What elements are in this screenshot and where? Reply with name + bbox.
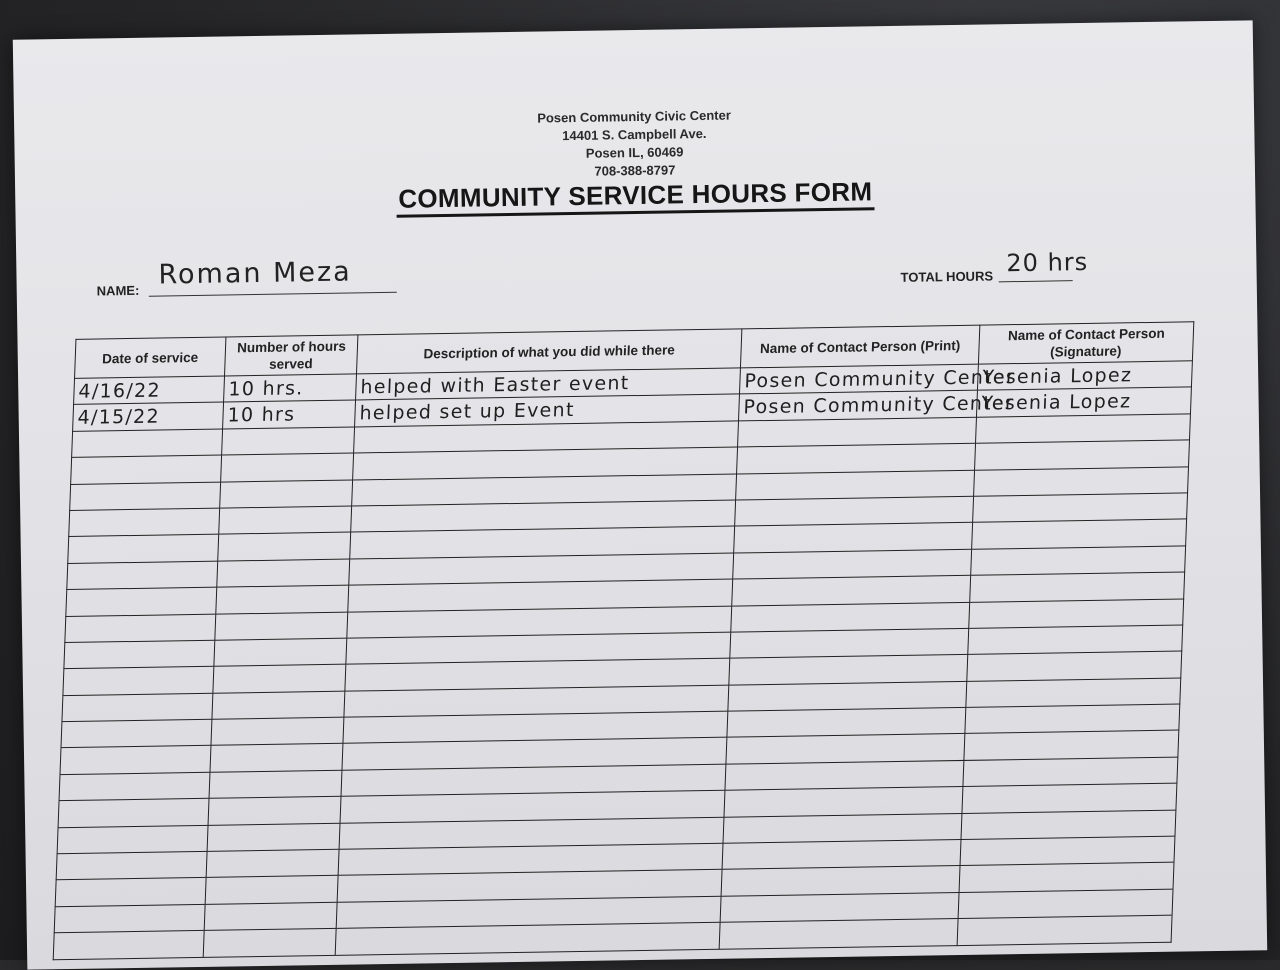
blank-cell xyxy=(975,440,1190,470)
blank-cell xyxy=(962,783,1177,813)
blank-cell xyxy=(731,602,970,632)
blank-cell xyxy=(211,717,344,745)
blank-cell xyxy=(958,889,1173,919)
service-log-table xyxy=(53,321,1195,960)
blank-cell xyxy=(71,455,222,484)
blank-cell xyxy=(216,585,349,613)
form-sheet xyxy=(13,20,1267,969)
blank-cell xyxy=(959,863,1174,893)
blank-cell xyxy=(205,876,338,904)
blank-cell xyxy=(54,904,205,933)
blank-cell xyxy=(735,496,974,526)
blank-cell xyxy=(58,799,209,828)
blank-cell xyxy=(967,651,1182,681)
org-city: Posen IL, 60469 xyxy=(585,144,684,161)
total-hours-underline xyxy=(999,280,1073,282)
column-header: Number of hours served xyxy=(225,335,358,376)
blank-cell xyxy=(222,427,355,455)
blank-cell xyxy=(209,770,342,798)
blank-cell xyxy=(214,638,347,666)
blank-cell xyxy=(55,878,206,907)
blank-cell xyxy=(963,757,1178,787)
blank-cell xyxy=(213,664,346,692)
blank-cell xyxy=(215,612,348,640)
blank-cell xyxy=(970,572,1185,602)
blank-cell xyxy=(56,851,207,880)
blank-cell xyxy=(208,796,341,824)
blank-cell xyxy=(973,493,1188,523)
blank-cell xyxy=(218,532,351,560)
blank-cell xyxy=(965,704,1180,734)
name-label: NAME: xyxy=(96,282,140,299)
blank-cell xyxy=(335,922,720,954)
hours-cell: 10 hrs xyxy=(223,400,356,428)
blank-cell xyxy=(976,414,1191,444)
blank-cell xyxy=(734,523,973,553)
blank-cell xyxy=(212,691,345,719)
blank-cell xyxy=(220,480,353,508)
blank-cell xyxy=(733,549,972,579)
column-header: Date of service xyxy=(75,337,226,378)
blank-cell xyxy=(68,534,219,563)
blank-cell xyxy=(726,734,965,764)
blank-cell xyxy=(69,508,220,537)
blank-cell xyxy=(64,640,215,669)
name-value: Roman Meza xyxy=(158,256,352,291)
blank-cell xyxy=(964,731,1179,761)
blank-cell xyxy=(974,466,1189,496)
hours-cell: 10 hrs. xyxy=(224,374,357,402)
blank-cell xyxy=(969,598,1184,628)
blank-cell xyxy=(736,470,975,500)
blank-cell xyxy=(62,693,213,722)
contact-print-cell: Posen Community Center xyxy=(739,391,978,421)
blank-cell xyxy=(966,678,1181,708)
date-cell: 4/16/22 xyxy=(74,376,225,405)
blank-cell xyxy=(65,614,216,643)
blank-cell xyxy=(219,506,352,534)
blank-cell xyxy=(204,902,337,930)
blank-cell xyxy=(720,892,959,922)
blank-cell xyxy=(57,825,208,854)
blank-cell xyxy=(59,772,210,801)
blank-cell xyxy=(968,625,1183,655)
blank-cell xyxy=(730,628,969,658)
total-hours-value: 20 hrs xyxy=(1006,247,1089,278)
blank-cell xyxy=(61,719,212,748)
date-cell: 4/15/22 xyxy=(73,402,224,431)
contact-print-cell: Posen Community Center xyxy=(739,364,978,394)
blank-cell xyxy=(961,810,1176,840)
blank-cell xyxy=(972,519,1187,549)
column-header: Name of Contact Person (Signature) xyxy=(978,322,1193,364)
blank-cell xyxy=(728,681,967,711)
name-underline xyxy=(149,292,397,297)
blank-cell xyxy=(67,561,218,590)
blank-cell xyxy=(960,836,1175,866)
blank-cell xyxy=(737,443,976,473)
blank-cell xyxy=(72,429,223,458)
blank-cell xyxy=(66,587,217,616)
blank-cell xyxy=(60,746,211,775)
blank-cell xyxy=(63,667,214,696)
blank-cell xyxy=(971,546,1186,576)
total-hours-label: TOTAL HOURS xyxy=(900,268,994,285)
org-address: 14401 S. Campbell Ave. xyxy=(562,125,707,144)
blank-cell xyxy=(729,655,968,685)
blank-cell xyxy=(732,575,971,605)
blank-cell xyxy=(203,929,336,957)
blank-cell xyxy=(221,453,354,481)
contact-signature-cell: Yesenia Lopez xyxy=(977,361,1192,391)
org-name: Posen Community Civic Center xyxy=(537,107,731,126)
blank-cell xyxy=(738,417,977,447)
blank-cell xyxy=(207,823,340,851)
blank-cell xyxy=(957,915,1172,945)
form-title: COMMUNITY SERVICE HOURS FORM xyxy=(396,176,875,218)
description-cell: helped with Easter event xyxy=(356,368,741,400)
contact-signature-cell: Yesenia Lopez xyxy=(976,387,1191,417)
column-header: Description of what you did while there xyxy=(356,329,741,374)
blank-cell xyxy=(723,813,962,843)
blank-cell xyxy=(722,840,961,870)
blank-cell xyxy=(217,559,350,587)
blank-cell xyxy=(210,744,343,772)
description-cell: helped set up Event xyxy=(355,394,740,426)
blank-cell xyxy=(70,482,221,511)
blank-cell xyxy=(727,707,966,737)
org-phone: 708-388-8797 xyxy=(594,162,676,179)
blank-cell xyxy=(719,919,958,949)
blank-cell xyxy=(721,866,960,896)
blank-cell xyxy=(724,787,963,817)
blank-cell xyxy=(53,931,204,960)
blank-cell xyxy=(725,760,964,790)
blank-cell xyxy=(206,849,339,877)
column-header: Name of Contact Person (Print) xyxy=(740,325,979,368)
